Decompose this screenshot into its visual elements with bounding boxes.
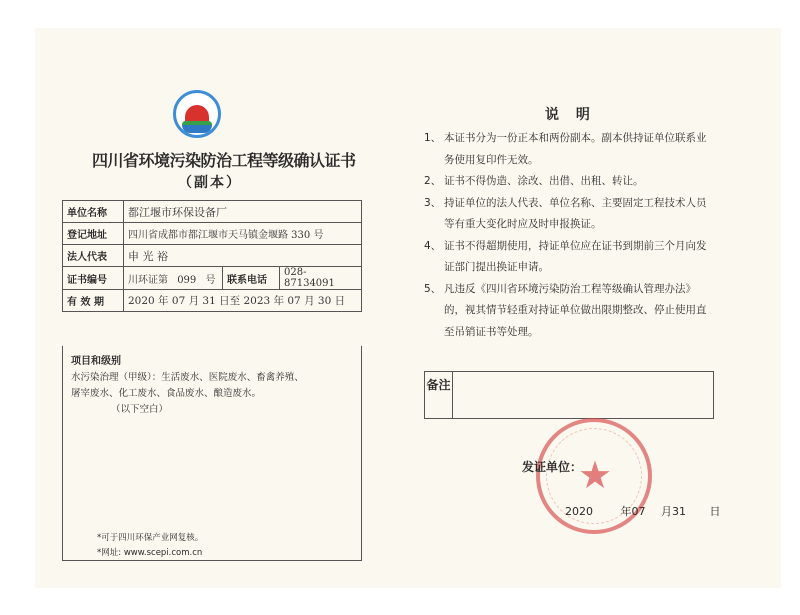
info-table	[62, 200, 362, 312]
cert-suffix: 号	[205, 274, 216, 286]
unit-label: 单位名称	[63, 201, 124, 223]
rep-label: 法人代表	[63, 245, 124, 267]
table-row	[63, 201, 362, 223]
projects-line: 水污染治理（甲级）：生活废水、医院废水、畜禽养殖、	[71, 372, 304, 383]
certificate-title: 四川省环境污染防治工程等级确认证书	[92, 151, 356, 170]
association-logo	[173, 90, 221, 138]
valid-value: 2020 年 07 月 31 日至 2023 年 07 月 30 日	[124, 290, 362, 312]
footnote-verify: *可于四川环保产业网复核。	[97, 533, 204, 543]
list-item: 2、 证书不得伪造、涂改、出借、出租、转让。	[424, 175, 644, 187]
issue-date: 2020 年07 月31 日	[565, 505, 721, 518]
projects-heading: 项目和级别	[71, 356, 121, 367]
notes-title: 说 明	[545, 107, 596, 123]
list-item: 1、 本证书分为一份正本和两份副本。副本供持证单位联系业务使用复印件无效。	[424, 132, 707, 166]
cert-label: 证书编号	[63, 267, 124, 290]
table-row	[63, 267, 362, 290]
footnote-website: *网址: www.scepi.com.cn	[97, 548, 203, 558]
valid-label: 有 效 期	[63, 290, 124, 312]
remark-label: 备注	[425, 372, 453, 418]
remark-box	[424, 371, 714, 419]
phone-value: 028-87134091	[280, 267, 362, 290]
certificate-subtitle: （副本）	[178, 175, 242, 191]
projects-box	[62, 346, 362, 561]
star-icon: ★	[578, 453, 613, 497]
table-row	[63, 290, 362, 312]
projects-line: 屠宰废水、化工废水、食品废水、酿造废水。	[71, 388, 262, 399]
projects-blank-note: （以下空白）	[111, 404, 169, 415]
table-row	[63, 245, 362, 267]
notes-list	[424, 128, 714, 343]
rep-value: 申 光 裕	[124, 245, 362, 267]
address-value: 四川省成都市都江堰市天马镇金堰路 330 号	[124, 223, 362, 245]
list-item: 3、 持证单位的法人代表、单位名称、主要固定工程技术人员等有重大变化时应及时申报换证。	[424, 196, 707, 230]
cert-prefix: 川环证第	[128, 274, 168, 286]
table-row	[63, 223, 362, 245]
cert-number: 099	[177, 274, 197, 286]
issuer-label: 发证单位：	[522, 460, 583, 474]
list-item: 4、 证书不得超期使用，持证单位应在证书到期前三个月向发证部门提出换证申请。	[424, 239, 707, 273]
list-item: 5、 凡违反《四川省环境污染防治工程等级确认管理办法》的，视其情节轻重对持证单位做出限期整改、停止使用直至吊销证书等处理。	[424, 282, 707, 338]
address-label: 登记地址	[63, 223, 124, 245]
phone-label: 联系电话	[223, 267, 280, 290]
unit-value: 都江堰市环保设备厂	[124, 201, 362, 223]
cert-number-cell	[124, 267, 223, 290]
